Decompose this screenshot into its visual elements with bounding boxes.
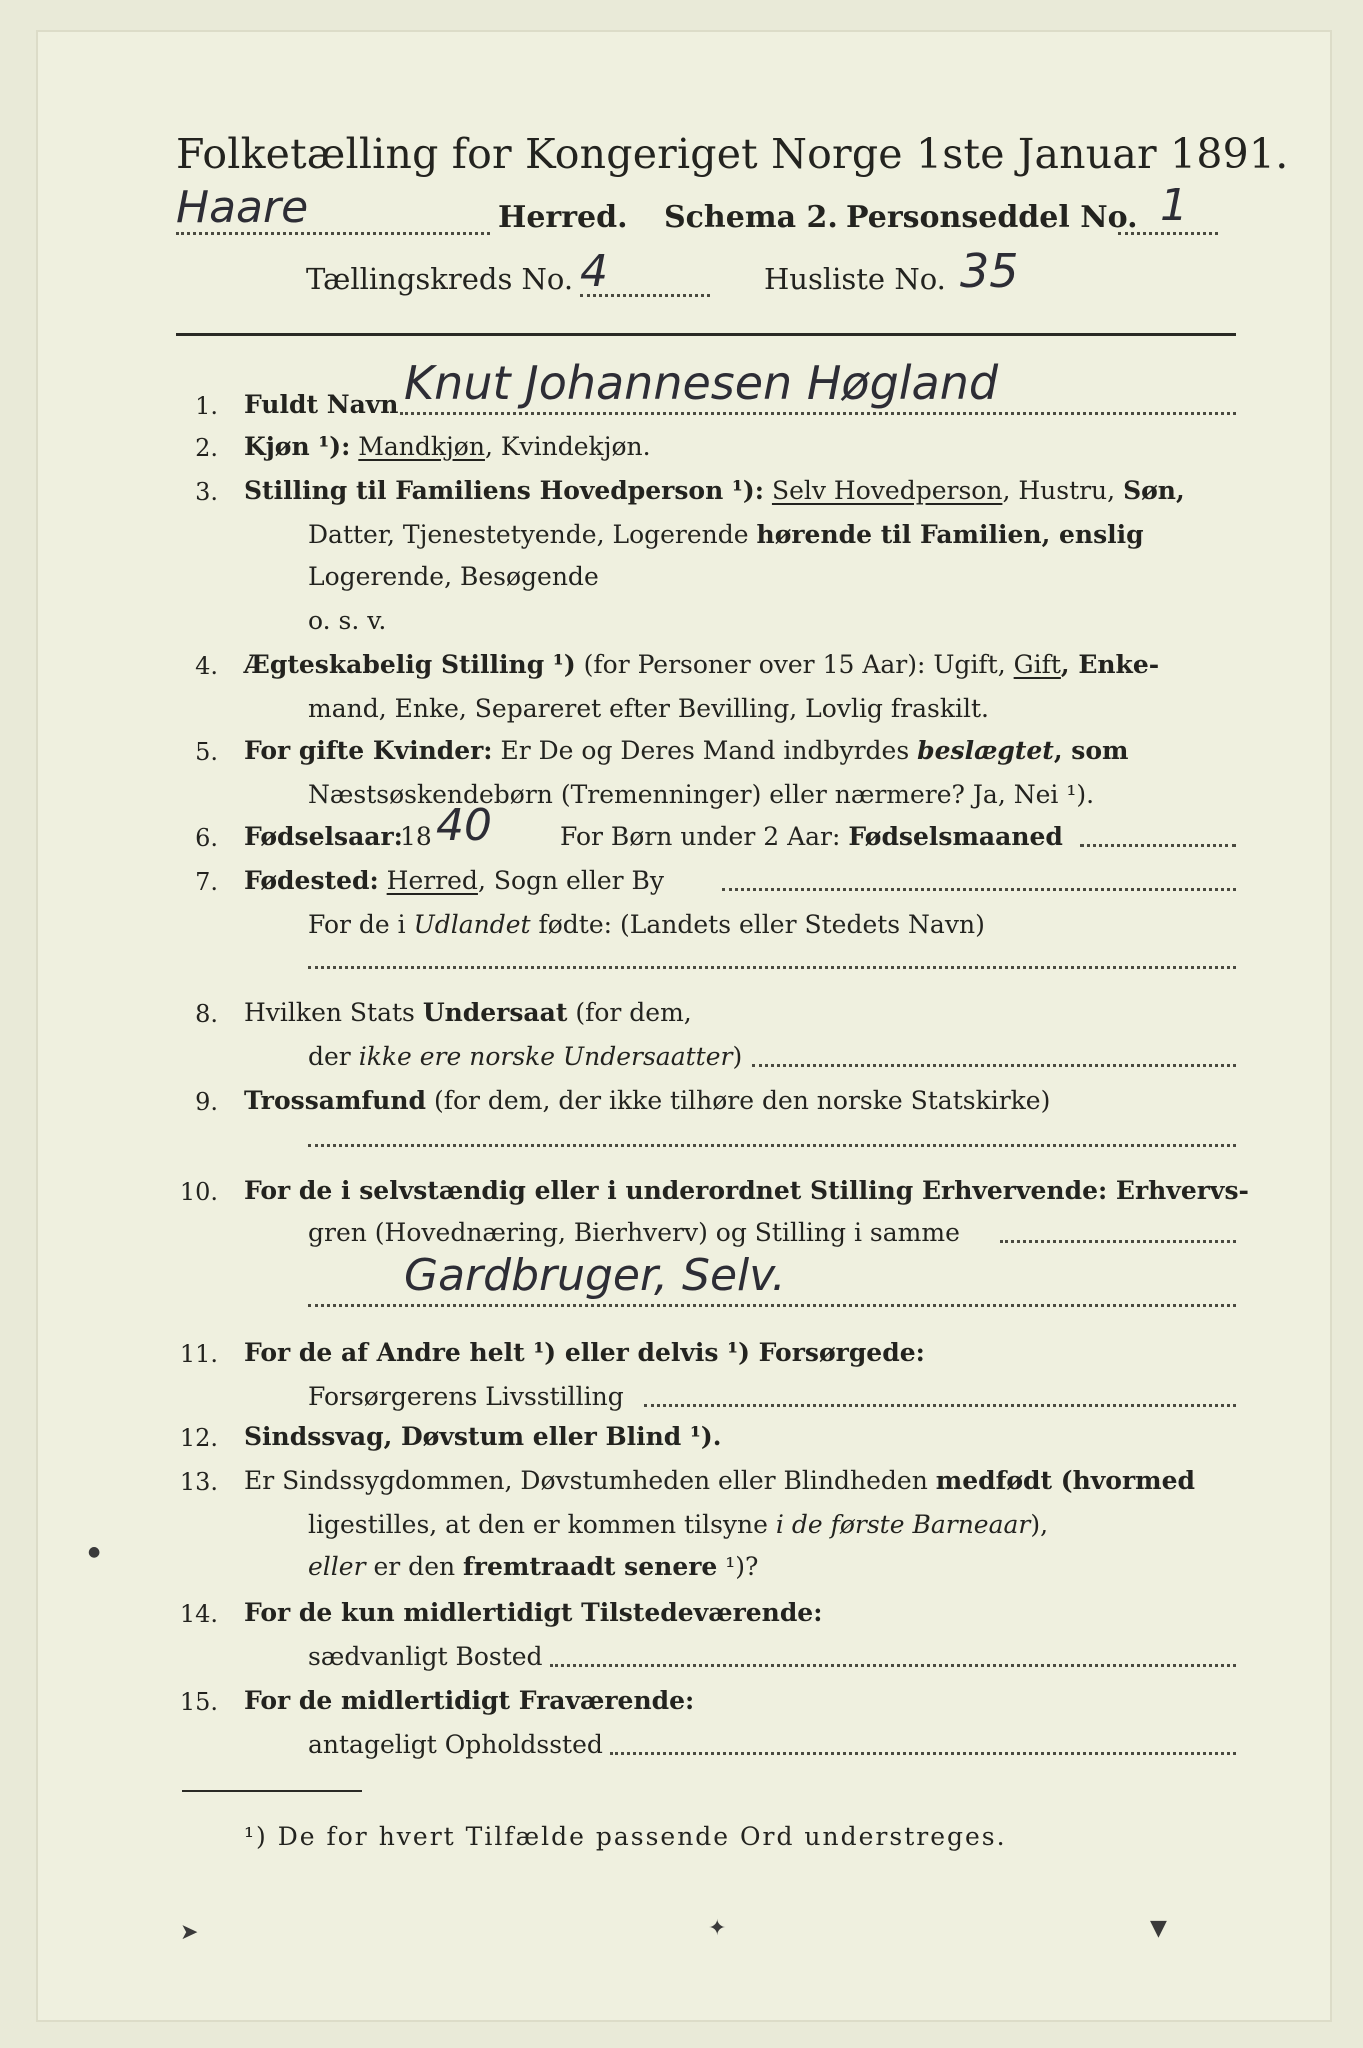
item-number: 15. <box>179 1688 218 1716</box>
q1-name-value: Knut Johannesen Høgland <box>404 356 999 410</box>
q12-label: Sindssvag, Døvstum eller Blind ¹). <box>244 1422 722 1451</box>
q11-label: For de af Andre helt ¹) eller delvis ¹) Forsørgede: <box>244 1338 925 1367</box>
q8-line2-rest: ) <box>732 1042 743 1071</box>
q7-dotted-line-2 <box>308 966 1236 969</box>
footnote: ¹) De for hvert Tilfælde passende Ord understreges. <box>244 1822 1007 1851</box>
personseddel-label: Personseddel No. <box>846 200 1138 235</box>
herred-handwritten: Haare <box>176 182 309 233</box>
q3-line2-text: Datter, Tjenestetyende, Logerende <box>308 520 757 549</box>
q13-line3 <box>308 1552 758 1581</box>
page-title: Folketælling for Kongeriget Norge 1ste Januar 1891. <box>176 130 1289 178</box>
q3-other-options: , Hustru, <box>1002 476 1124 505</box>
kreds-label: Tællingskreds No. <box>306 262 574 296</box>
kreds-dotted-line <box>580 294 710 297</box>
item-number: 5. <box>195 738 218 766</box>
q8-line2-text: der <box>308 1042 359 1071</box>
q1-dotted-line <box>400 412 1236 415</box>
q13-bold: medfødt <box>935 1466 1053 1495</box>
q13-line2-italic: i de første Barneaar <box>775 1510 1031 1539</box>
q13-row <box>244 1466 1195 1495</box>
q5-text: Er De og Deres Mand indbyrdes <box>492 736 918 765</box>
q5-italic: beslægtet <box>917 736 1054 765</box>
husliste-label: Husliste No. <box>764 262 946 296</box>
q8-line2-italic: ikke ere norske Undersaatter <box>358 1042 733 1071</box>
q4-selected-option: Gift <box>1013 650 1061 679</box>
q2-selected-option: Mandkjøn <box>358 432 485 461</box>
item-number: 9. <box>195 1088 218 1116</box>
q4-enke: , Enke- <box>1060 650 1160 679</box>
item-number: 12. <box>179 1424 218 1452</box>
item-number: 8. <box>195 1000 218 1028</box>
q10-dotted-line-2 <box>308 1304 1236 1307</box>
personseddel-number: 1 <box>1160 180 1188 231</box>
q7-dotted-line <box>722 888 1236 891</box>
q4-row <box>244 650 1159 679</box>
q8-line2 <box>308 1042 742 1071</box>
item-number: 10. <box>179 1178 218 1206</box>
registration-mark-center-icon: ✦ <box>708 1916 727 1941</box>
q8-rest: (for dem, <box>567 998 692 1027</box>
q13-line2-rest: ), <box>1030 1510 1049 1539</box>
q11-dotted-line <box>644 1404 1236 1407</box>
q4-label: Ægteskabelig Stilling ¹) <box>244 650 576 679</box>
q14-label: For de kun midlertidigt Tilstedeværende: <box>244 1598 823 1627</box>
q6-rest <box>560 822 1063 851</box>
q13-line3-text: er den <box>365 1552 464 1581</box>
item-number: 3. <box>195 478 218 506</box>
q3-line3: Logerende, Besøgende <box>308 562 599 591</box>
q14-dotted-line <box>550 1664 1236 1667</box>
herred-dotted-line <box>176 232 490 235</box>
q9-dotted-line <box>308 1144 1236 1147</box>
q6-prefix: 18 <box>400 822 432 851</box>
q10-label: For de i selvstændig eller i underordnet Stilling <box>244 1176 922 1205</box>
personseddel-dotted-line <box>1118 232 1218 235</box>
herred-label: Herred. <box>498 200 628 235</box>
item-number: 4. <box>195 652 218 680</box>
q7-line2 <box>308 910 985 939</box>
kreds-number: 4 <box>580 246 608 297</box>
q7-line2-rest: fødte: (Landets eller Stedets Navn) <box>530 910 985 939</box>
q4-text: (for Personer over 15 Aar): Ugift, <box>575 650 1014 679</box>
q10-dotted-line <box>1000 1240 1236 1243</box>
q2-other-options: , Kvindekjøn. <box>484 432 651 461</box>
schema-label: Schema 2. <box>664 200 838 235</box>
q2-label: Kjøn ¹): <box>244 432 351 461</box>
q3-son: Søn, <box>1123 476 1185 505</box>
q6-year-value: 40 <box>436 800 492 851</box>
item-number: 2. <box>195 434 218 462</box>
q6-label: Fødselsaar: <box>244 822 403 851</box>
q13-line2-text: ligestilles, at den er kommen tilsyne <box>308 1510 776 1539</box>
q7-text: , Sogn eller By <box>477 866 665 895</box>
q15-label: For de midlertidigt Fraværende: <box>244 1686 695 1715</box>
q15-line2: antageligt Opholdssted <box>308 1730 603 1759</box>
q7-line2-italic: Udlandet <box>413 910 531 939</box>
q13-line2 <box>308 1510 1048 1539</box>
q9-row <box>244 1086 1050 1115</box>
q9-text: (for dem, der ikke tilhøre den norske Statskirke) <box>426 1086 1051 1115</box>
q8-dotted-line <box>752 1064 1236 1067</box>
footnote-rule <box>182 1790 362 1792</box>
q15-dotted-line <box>610 1752 1236 1755</box>
q3-line4: o. s. v. <box>308 606 387 635</box>
q8-bold: Undersaat <box>422 998 568 1027</box>
q10-rest: Erhvervs- <box>1107 1176 1249 1205</box>
q7-row <box>244 866 664 895</box>
q4-line2: mand, Enke, Separeret efter Bevilling, Lovlig fraskilt. <box>308 694 989 723</box>
q9-label: Trossamfund <box>244 1086 427 1115</box>
q7-line2-text: For de i <box>308 910 414 939</box>
q3-selected-option: Selv Hovedperson <box>771 476 1003 505</box>
registration-mark-side-icon: ● <box>88 1544 101 1560</box>
q5-row <box>244 736 1128 765</box>
q7-selected-option: Herred <box>386 866 478 895</box>
registration-mark-right-icon: ▼ <box>1150 1916 1167 1941</box>
q3-row <box>244 476 1185 505</box>
item-number: 11. <box>179 1340 218 1368</box>
q13-line3-rest: ¹)? <box>717 1552 759 1581</box>
q3-label: Stilling til Familiens Hovedperson ¹): <box>244 476 764 505</box>
q13-line3-italic: eller <box>308 1552 366 1581</box>
q3-line2-bold: hørende til Familien, enslig <box>756 520 1144 549</box>
q10-line2: gren (Hovednæring, Bierhverv) og Stilling i samme <box>308 1218 960 1247</box>
q6-dotted-line <box>1080 844 1236 847</box>
registration-mark-left-icon: ➤ <box>180 1920 199 1945</box>
q5-line2: Næstsøskendebørn (Tremenninger) eller nærmere? Ja, Nei ¹). <box>308 780 1095 809</box>
q13-line3-bold: fremtraadt senere <box>463 1552 718 1581</box>
q13-text: Er Sindssygdommen, Døvstumheden eller Blindheden <box>244 1466 936 1495</box>
q14-line2: sædvanligt Bosted <box>308 1642 543 1671</box>
q6-bold: Fødselsmaaned <box>848 822 1063 851</box>
q13-rest: (hvormed <box>1052 1466 1195 1495</box>
q10-occupation-value: Gardbruger, Selv. <box>404 1250 786 1301</box>
item-number: 1. <box>195 392 218 420</box>
q2-row <box>244 432 651 461</box>
husliste-number: 35 <box>960 244 1019 298</box>
q10-row <box>244 1176 1249 1205</box>
header-rule <box>176 333 1236 336</box>
item-number: 6. <box>195 824 218 852</box>
q11-line2: Forsørgerens Livsstilling <box>308 1382 624 1411</box>
q5-label: For gifte Kvinder: <box>244 736 493 765</box>
q8-row <box>244 998 692 1027</box>
q1-label: Fuldt Navn <box>244 390 399 419</box>
item-number: 14. <box>179 1600 218 1628</box>
q10-bold: Erhvervende: <box>921 1176 1108 1205</box>
q7-label: Fødested: <box>244 866 379 895</box>
item-number: 13. <box>179 1468 218 1496</box>
q6-text: For Børn under 2 Aar: <box>560 822 849 851</box>
item-number: 7. <box>195 868 218 896</box>
q3-line2 <box>308 520 1144 549</box>
q5-som: , som <box>1053 736 1129 765</box>
q8-text: Hvilken Stats <box>244 998 423 1027</box>
